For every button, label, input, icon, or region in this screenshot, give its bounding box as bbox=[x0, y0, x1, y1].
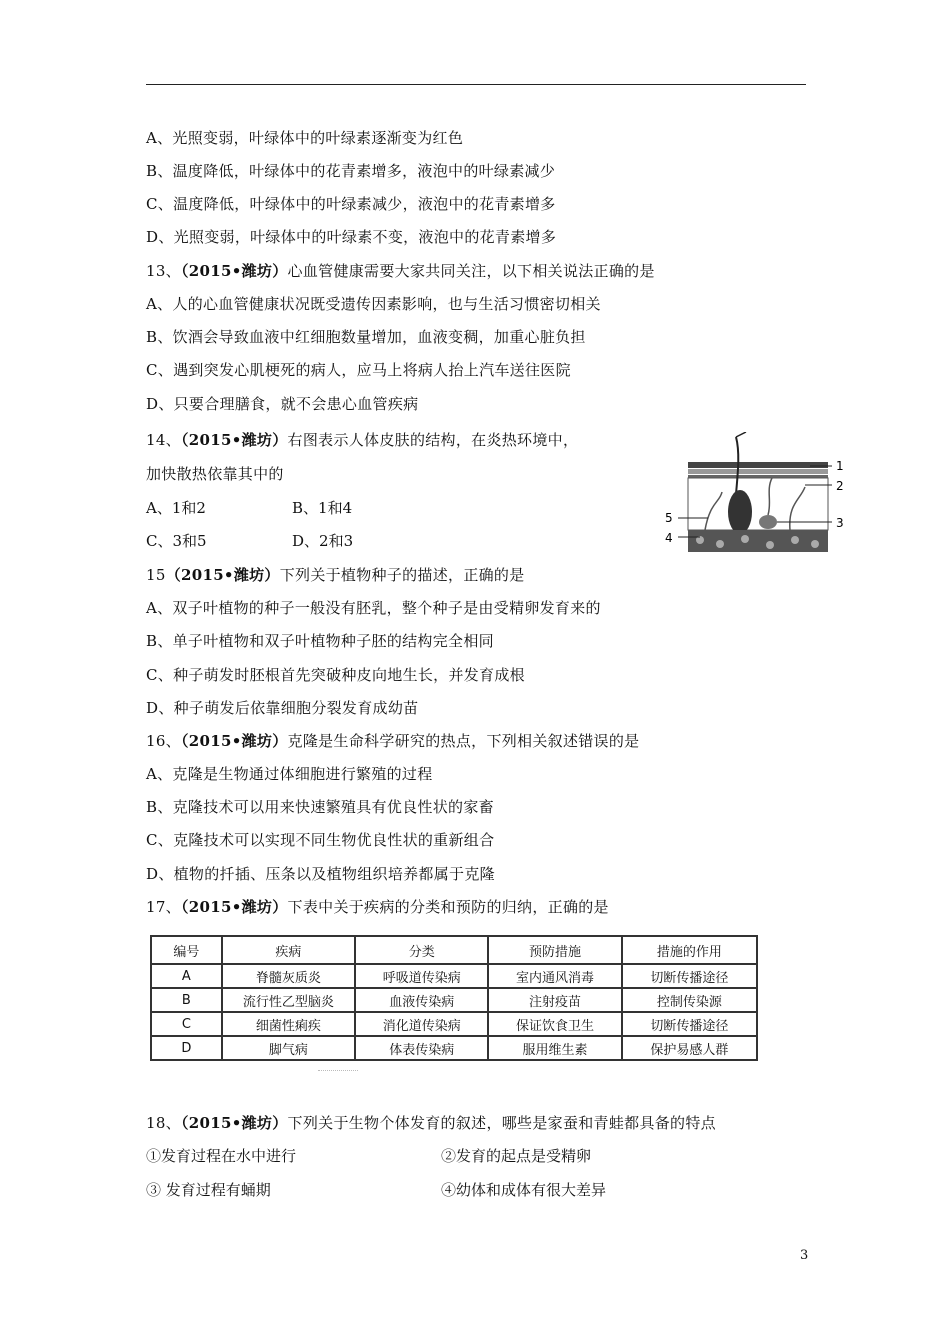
q13-option-d: D、只要合理膳食，就不会患心血管疾病 bbox=[146, 395, 419, 413]
q16-stem bbox=[146, 731, 639, 751]
table-header-cell: 预防措施 bbox=[488, 936, 621, 964]
figure-label-5: 5 bbox=[665, 511, 673, 525]
table-cell: 服用维生素 bbox=[488, 1036, 621, 1060]
sweat-gland-shape bbox=[759, 515, 777, 529]
q14-stem-continued: 加快散热依靠其中的 bbox=[146, 465, 284, 483]
q13-option-b: B、饮酒会导致血液中红细胞数量增加，血液变稠，加重心脏负担 bbox=[146, 328, 586, 346]
q16-option-d: D、植物的扦插、压条以及植物组织培养都属于克隆 bbox=[146, 865, 495, 883]
epidermis-layer bbox=[688, 462, 828, 468]
q14-option-c: C、3和5 bbox=[146, 532, 207, 550]
q18-num: 18、 bbox=[146, 1114, 181, 1132]
q13-text: 心血管健康需要大家共同关注，以下相关说法正确的是 bbox=[287, 262, 655, 280]
table-row bbox=[151, 1012, 757, 1036]
table-cell: A bbox=[151, 964, 222, 988]
q14-option-b: B、1和4 bbox=[292, 499, 353, 517]
q18-item-1: ①发育过程在水中进行 bbox=[146, 1147, 297, 1165]
table-cell: 脊髓灰质炎 bbox=[222, 964, 355, 988]
q17-source: （2015•潍坊） bbox=[181, 898, 288, 916]
table-cell: C bbox=[151, 1012, 222, 1036]
table-cell: 细菌性痢疾 bbox=[222, 1012, 355, 1036]
q15-option-d: D、种子萌发后依靠细胞分裂发育成幼苗 bbox=[146, 699, 419, 717]
table-row bbox=[151, 988, 757, 1012]
q12-option-d: D、光照变弱，叶绿体中的叶绿素不变，液泡中的花青素增多 bbox=[146, 228, 557, 246]
table-cell: 切断传播途径 bbox=[622, 964, 757, 988]
q14-option-d: D、2和3 bbox=[292, 532, 354, 550]
q14-stem bbox=[146, 430, 578, 450]
figure-label-4: 4 bbox=[665, 531, 673, 545]
table-cell: 脚气病 bbox=[222, 1036, 355, 1060]
q15-option-a: A、双子叶植物的种子一般没有胚乳，整个种子是由受精卵发育来的 bbox=[146, 599, 601, 617]
q17-text: 下表中关于疾病的分类和预防的归纳，正确的是 bbox=[287, 898, 609, 916]
q15-source: （2015•潍坊） bbox=[165, 566, 280, 584]
table-header-cell: 编号 bbox=[151, 936, 222, 964]
table-header-cell: 分类 bbox=[355, 936, 488, 964]
q15-stem bbox=[146, 565, 525, 585]
table-cell: 室内通风消毒 bbox=[488, 964, 621, 988]
q18-source: （2015•潍坊） bbox=[181, 1114, 288, 1132]
disease-table bbox=[150, 935, 758, 1061]
q16-source: （2015•潍坊） bbox=[181, 732, 288, 750]
table-cell: D bbox=[151, 1036, 222, 1060]
q17-num: 17、 bbox=[146, 898, 181, 916]
q16-text: 克隆是生命科学研究的热点，下列相关叙述错误的是 bbox=[287, 732, 640, 750]
subcutaneous-layer bbox=[688, 530, 828, 552]
q18-text: 下列关于生物个体发育的叙述，哪些是家蚕和青蛙都具备的特点 bbox=[287, 1114, 716, 1132]
table-row bbox=[151, 1036, 757, 1060]
scan-smudge bbox=[318, 1070, 358, 1075]
q14-option-a: A、1和2 bbox=[146, 499, 206, 517]
figure-label-3: 3 bbox=[836, 516, 844, 530]
q13-num: 13、 bbox=[146, 262, 181, 280]
q12-option-a: A、光照变弱，叶绿体中的叶绿素逐渐变为红色 bbox=[146, 129, 464, 147]
q15-text: 下列关于植物种子的描述，正确的是 bbox=[279, 566, 525, 584]
q14-source: （2015•潍坊） bbox=[181, 431, 288, 449]
skin-structure-figure bbox=[660, 432, 850, 557]
table-cell: 体表传染病 bbox=[355, 1036, 488, 1060]
table-cell: 注射疫苗 bbox=[488, 988, 621, 1012]
table-header-cell: 疾病 bbox=[222, 936, 355, 964]
table-cell: 保护易感人群 bbox=[622, 1036, 757, 1060]
q14-text: 右图表示人体皮肤的结构，在炎热环境中， bbox=[287, 431, 579, 449]
table-cell: 保证饮食卫生 bbox=[488, 1012, 621, 1036]
q13-source: （2015•潍坊） bbox=[181, 262, 288, 280]
q13-stem bbox=[146, 261, 655, 281]
q12-option-c: C、温度降低，叶绿体中的叶绿素减少，液泡中的花青素增多 bbox=[146, 195, 556, 213]
figure-label-2: 2 bbox=[836, 479, 844, 493]
page-number: 3 bbox=[800, 1248, 809, 1263]
table-cell: 血液传染病 bbox=[355, 988, 488, 1012]
q18-item-2: ②发育的起点是受精卵 bbox=[441, 1147, 592, 1165]
table-cell: 切断传播途径 bbox=[622, 1012, 757, 1036]
q12-option-b: B、温度降低，叶绿体中的花青素增多，液泡中的叶绿素减少 bbox=[146, 162, 556, 180]
q16-option-c: C、克隆技术可以实现不同生物优良性状的重新组合 bbox=[146, 831, 495, 849]
table-cell: B bbox=[151, 988, 222, 1012]
q17-stem bbox=[146, 897, 609, 917]
q16-num: 16、 bbox=[146, 732, 181, 750]
table-cell: 呼吸道传染病 bbox=[355, 964, 488, 988]
table-row bbox=[151, 964, 757, 988]
table-cell: 控制传染源 bbox=[622, 988, 757, 1012]
q15-option-b: B、单子叶植物和双子叶植物种子胚的结构完全相同 bbox=[146, 632, 494, 650]
q16-option-b: B、克隆技术可以用来快速繁殖具有优良性状的家畜 bbox=[146, 798, 494, 816]
q16-option-a: A、克隆是生物通过体细胞进行繁殖的过程 bbox=[146, 765, 433, 783]
q13-option-c: C、遇到突发心肌梗死的病人，应马上将病人抬上汽车送往医院 bbox=[146, 361, 571, 379]
q15-num: 15 bbox=[146, 566, 166, 584]
q18-stem bbox=[146, 1113, 716, 1133]
q15-option-c: C、种子萌发时胚根首先突破种皮向地生长，并发育成根 bbox=[146, 666, 525, 684]
q13-option-a: A、人的心血管健康状况既受遗传因素影响，也与生活习惯密切相关 bbox=[146, 295, 601, 313]
table-cell: 流行性乙型脑炎 bbox=[222, 988, 355, 1012]
table-header-cell: 措施的作用 bbox=[622, 936, 757, 964]
header-rule bbox=[146, 84, 806, 85]
epidermis-inner-layer bbox=[688, 469, 828, 474]
figure-label-1: 1 bbox=[836, 459, 844, 473]
table-cell: 消化道传染病 bbox=[355, 1012, 488, 1036]
q18-item-3: ③ 发育过程有蛹期 bbox=[146, 1181, 271, 1199]
hair-follicle-shape bbox=[728, 490, 752, 534]
q18-item-4: ④幼体和成体有很大差异 bbox=[441, 1181, 607, 1199]
table-header-row bbox=[151, 936, 757, 964]
q14-num: 14、 bbox=[146, 431, 181, 449]
